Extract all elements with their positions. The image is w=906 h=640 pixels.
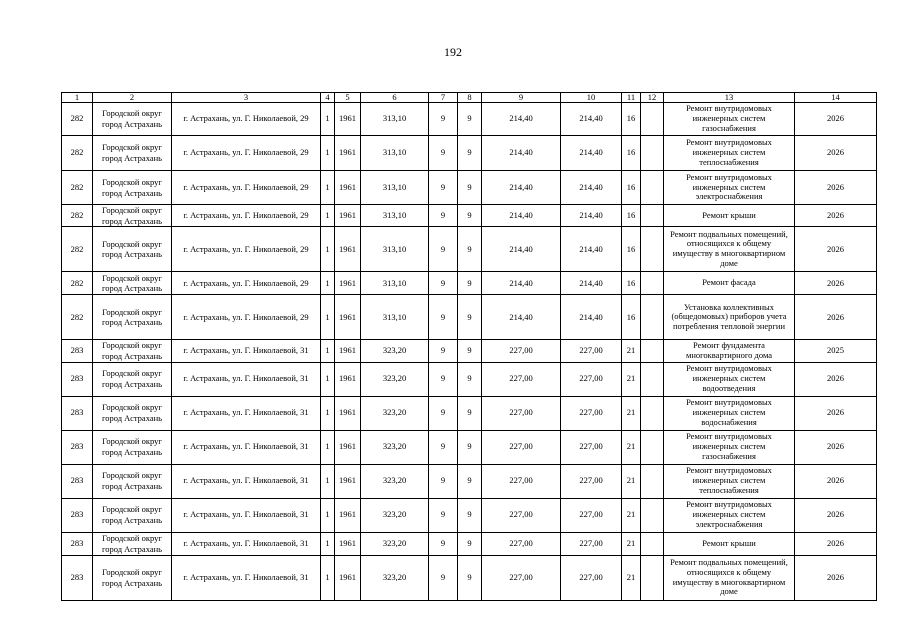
address-cell: г. Астрахань, ул. Г. Николаевой, 31 bbox=[172, 430, 321, 464]
col7-cell: 9 bbox=[429, 464, 458, 498]
col8-cell: 9 bbox=[458, 498, 482, 532]
municipality-cell: Городской округ город Астрахань bbox=[93, 295, 172, 340]
plan-year-cell: 2026 bbox=[795, 136, 877, 171]
row-number-cell: 283 bbox=[62, 555, 93, 600]
col12-cell bbox=[641, 555, 664, 600]
col7-cell: 9 bbox=[429, 295, 458, 340]
work-type-cell: Ремонт фундамента многоквартирного дома bbox=[664, 340, 795, 362]
area-total-cell: 313,10 bbox=[361, 272, 429, 295]
table-row bbox=[62, 227, 877, 272]
column-header: 8 bbox=[458, 93, 482, 103]
year-cell: 1961 bbox=[335, 532, 361, 555]
table-row bbox=[62, 555, 877, 600]
col7-cell: 9 bbox=[429, 430, 458, 464]
col8-cell: 9 bbox=[458, 430, 482, 464]
col4-cell: 1 bbox=[321, 464, 335, 498]
address-cell: г. Астрахань, ул. Г. Николаевой, 29 bbox=[172, 171, 321, 205]
area-residential-cell: 214,40 bbox=[561, 136, 622, 171]
work-type-cell: Ремонт крыши bbox=[664, 532, 795, 555]
residents-cell: 16 bbox=[622, 295, 641, 340]
col4-cell: 1 bbox=[321, 396, 335, 430]
area-living-cell: 214,40 bbox=[482, 272, 561, 295]
col12-cell bbox=[641, 272, 664, 295]
col8-cell: 9 bbox=[458, 103, 482, 136]
col7-cell: 9 bbox=[429, 227, 458, 272]
address-cell: г. Астрахань, ул. Г. Николаевой, 31 bbox=[172, 362, 321, 396]
year-cell: 1961 bbox=[335, 272, 361, 295]
year-cell: 1961 bbox=[335, 396, 361, 430]
table-row bbox=[62, 103, 877, 136]
residents-cell: 16 bbox=[622, 103, 641, 136]
area-total-cell: 323,20 bbox=[361, 340, 429, 362]
address-cell: г. Астрахань, ул. Г. Николаевой, 29 bbox=[172, 205, 321, 227]
plan-year-cell: 2026 bbox=[795, 532, 877, 555]
work-type-cell: Ремонт внутридомовых инженерных систем газоснабжения bbox=[664, 103, 795, 136]
municipality-cell: Городской округ город Астрахань bbox=[93, 136, 172, 171]
work-type-cell: Ремонт внутридомовых инженерных систем теплоснабжения bbox=[664, 136, 795, 171]
residents-cell: 16 bbox=[622, 205, 641, 227]
area-living-cell: 227,00 bbox=[482, 340, 561, 362]
row-number-cell: 283 bbox=[62, 340, 93, 362]
municipality-cell: Городской округ город Астрахань bbox=[93, 396, 172, 430]
table-row bbox=[62, 464, 877, 498]
col4-cell: 1 bbox=[321, 532, 335, 555]
area-living-cell: 214,40 bbox=[482, 171, 561, 205]
col8-cell: 9 bbox=[458, 340, 482, 362]
year-cell: 1961 bbox=[335, 103, 361, 136]
col12-cell bbox=[641, 136, 664, 171]
row-number-cell: 283 bbox=[62, 430, 93, 464]
address-cell: г. Астрахань, ул. Г. Николаевой, 29 bbox=[172, 103, 321, 136]
col4-cell: 1 bbox=[321, 227, 335, 272]
area-living-cell: 214,40 bbox=[482, 205, 561, 227]
year-cell: 1961 bbox=[335, 136, 361, 171]
year-cell: 1961 bbox=[335, 498, 361, 532]
area-residential-cell: 227,00 bbox=[561, 555, 622, 600]
column-header: 4 bbox=[321, 93, 335, 103]
col4-cell: 1 bbox=[321, 340, 335, 362]
table-row bbox=[62, 362, 877, 396]
work-type-cell: Ремонт внутридомовых инженерных систем электроснабжения bbox=[664, 498, 795, 532]
row-number-cell: 283 bbox=[62, 396, 93, 430]
col4-cell: 1 bbox=[321, 171, 335, 205]
row-number-cell: 283 bbox=[62, 498, 93, 532]
municipality-cell: Городской округ город Астрахань bbox=[93, 272, 172, 295]
area-living-cell: 214,40 bbox=[482, 227, 561, 272]
address-cell: г. Астрахань, ул. Г. Николаевой, 31 bbox=[172, 396, 321, 430]
area-total-cell: 313,10 bbox=[361, 136, 429, 171]
year-cell: 1961 bbox=[335, 362, 361, 396]
table-row bbox=[62, 396, 877, 430]
table-row bbox=[62, 136, 877, 171]
col8-cell: 9 bbox=[458, 362, 482, 396]
row-number-cell: 282 bbox=[62, 171, 93, 205]
table-row bbox=[62, 430, 877, 464]
year-cell: 1961 bbox=[335, 430, 361, 464]
year-cell: 1961 bbox=[335, 340, 361, 362]
col12-cell bbox=[641, 103, 664, 136]
col8-cell: 9 bbox=[458, 396, 482, 430]
municipality-cell: Городской округ город Астрахань bbox=[93, 555, 172, 600]
col7-cell: 9 bbox=[429, 171, 458, 205]
plan-year-cell: 2026 bbox=[795, 171, 877, 205]
residents-cell: 16 bbox=[622, 171, 641, 205]
year-cell: 1961 bbox=[335, 205, 361, 227]
col7-cell: 9 bbox=[429, 555, 458, 600]
col12-cell bbox=[641, 227, 664, 272]
residents-cell: 21 bbox=[622, 430, 641, 464]
municipality-cell: Городской округ город Астрахань bbox=[93, 430, 172, 464]
area-total-cell: 323,20 bbox=[361, 532, 429, 555]
address-cell: г. Астрахань, ул. Г. Николаевой, 31 bbox=[172, 555, 321, 600]
area-total-cell: 323,20 bbox=[361, 555, 429, 600]
area-residential-cell: 227,00 bbox=[561, 396, 622, 430]
year-cell: 1961 bbox=[335, 555, 361, 600]
area-total-cell: 313,10 bbox=[361, 103, 429, 136]
work-type-cell: Ремонт крыши bbox=[664, 205, 795, 227]
address-cell: г. Астрахань, ул. Г. Николаевой, 31 bbox=[172, 340, 321, 362]
residents-cell: 16 bbox=[622, 227, 641, 272]
table-row bbox=[62, 340, 877, 362]
address-cell: г. Астрахань, ул. Г. Николаевой, 29 bbox=[172, 227, 321, 272]
area-total-cell: 323,20 bbox=[361, 464, 429, 498]
col8-cell: 9 bbox=[458, 227, 482, 272]
col8-cell: 9 bbox=[458, 295, 482, 340]
municipality-cell: Городской округ город Астрахань bbox=[93, 464, 172, 498]
col4-cell: 1 bbox=[321, 103, 335, 136]
address-cell: г. Астрахань, ул. Г. Николаевой, 31 bbox=[172, 498, 321, 532]
row-number-cell: 283 bbox=[62, 362, 93, 396]
table-row bbox=[62, 498, 877, 532]
address-cell: г. Астрахань, ул. Г. Николаевой, 31 bbox=[172, 464, 321, 498]
col12-cell bbox=[641, 498, 664, 532]
col7-cell: 9 bbox=[429, 136, 458, 171]
work-type-cell: Ремонт внутридомовых инженерных систем электроснабжения bbox=[664, 171, 795, 205]
area-residential-cell: 227,00 bbox=[561, 430, 622, 464]
capital-repair-table bbox=[61, 92, 877, 601]
residents-cell: 21 bbox=[622, 532, 641, 555]
column-header: 1 bbox=[62, 93, 93, 103]
col7-cell: 9 bbox=[429, 103, 458, 136]
area-living-cell: 227,00 bbox=[482, 555, 561, 600]
row-number-cell: 282 bbox=[62, 103, 93, 136]
col7-cell: 9 bbox=[429, 532, 458, 555]
area-living-cell: 227,00 bbox=[482, 430, 561, 464]
col8-cell: 9 bbox=[458, 555, 482, 600]
col12-cell bbox=[641, 295, 664, 340]
residents-cell: 21 bbox=[622, 340, 641, 362]
plan-year-cell: 2026 bbox=[795, 103, 877, 136]
work-type-cell: Ремонт внутридомовых инженерных систем водоснабжения bbox=[664, 396, 795, 430]
col8-cell: 9 bbox=[458, 171, 482, 205]
col4-cell: 1 bbox=[321, 295, 335, 340]
area-residential-cell: 214,40 bbox=[561, 272, 622, 295]
col7-cell: 9 bbox=[429, 396, 458, 430]
table-row bbox=[62, 532, 877, 555]
col8-cell: 9 bbox=[458, 205, 482, 227]
residents-cell: 21 bbox=[622, 498, 641, 532]
plan-year-cell: 2026 bbox=[795, 430, 877, 464]
work-type-cell: Установка коллективных (общедомовых) приборов учета потребления тепловой энергии bbox=[664, 295, 795, 340]
page-number: 192 bbox=[444, 45, 462, 59]
area-living-cell: 227,00 bbox=[482, 498, 561, 532]
col7-cell: 9 bbox=[429, 498, 458, 532]
area-residential-cell: 227,00 bbox=[561, 362, 622, 396]
address-cell: г. Астрахань, ул. Г. Николаевой, 31 bbox=[172, 532, 321, 555]
plan-year-cell: 2026 bbox=[795, 498, 877, 532]
year-cell: 1961 bbox=[335, 295, 361, 340]
area-living-cell: 227,00 bbox=[482, 362, 561, 396]
area-living-cell: 214,40 bbox=[482, 136, 561, 171]
plan-year-cell: 2026 bbox=[795, 272, 877, 295]
row-number-cell: 282 bbox=[62, 136, 93, 171]
area-total-cell: 313,10 bbox=[361, 295, 429, 340]
row-number-cell: 283 bbox=[62, 464, 93, 498]
area-residential-cell: 214,40 bbox=[561, 205, 622, 227]
area-total-cell: 313,10 bbox=[361, 227, 429, 272]
row-number-cell: 282 bbox=[62, 295, 93, 340]
column-header: 9 bbox=[482, 93, 561, 103]
column-header: 10 bbox=[561, 93, 622, 103]
area-residential-cell: 214,40 bbox=[561, 103, 622, 136]
residents-cell: 21 bbox=[622, 555, 641, 600]
residents-cell: 16 bbox=[622, 272, 641, 295]
area-total-cell: 323,20 bbox=[361, 362, 429, 396]
col7-cell: 9 bbox=[429, 272, 458, 295]
col4-cell: 1 bbox=[321, 498, 335, 532]
table-row bbox=[62, 171, 877, 205]
residents-cell: 21 bbox=[622, 464, 641, 498]
col12-cell bbox=[641, 532, 664, 555]
work-type-cell: Ремонт фасада bbox=[664, 272, 795, 295]
plan-year-cell: 2026 bbox=[795, 396, 877, 430]
municipality-cell: Городской округ город Астрахань bbox=[93, 532, 172, 555]
col12-cell bbox=[641, 396, 664, 430]
municipality-cell: Городской округ город Астрахань bbox=[93, 498, 172, 532]
col12-cell bbox=[641, 362, 664, 396]
municipality-cell: Городской округ город Астрахань bbox=[93, 103, 172, 136]
residents-cell: 21 bbox=[622, 362, 641, 396]
col12-cell bbox=[641, 205, 664, 227]
column-number-row bbox=[62, 93, 877, 103]
col8-cell: 9 bbox=[458, 136, 482, 171]
table-body bbox=[62, 103, 877, 601]
column-header: 12 bbox=[641, 93, 664, 103]
col12-cell bbox=[641, 464, 664, 498]
work-type-cell: Ремонт подвальных помещений, относящихся к общему имуществу в многоквартирном доме bbox=[664, 227, 795, 272]
area-residential-cell: 214,40 bbox=[561, 171, 622, 205]
col12-cell bbox=[641, 171, 664, 205]
area-living-cell: 214,40 bbox=[482, 103, 561, 136]
row-number-cell: 282 bbox=[62, 227, 93, 272]
plan-year-cell: 2025 bbox=[795, 340, 877, 362]
year-cell: 1961 bbox=[335, 227, 361, 272]
col8-cell: 9 bbox=[458, 464, 482, 498]
year-cell: 1961 bbox=[335, 464, 361, 498]
col4-cell: 1 bbox=[321, 272, 335, 295]
plan-year-cell: 2026 bbox=[795, 205, 877, 227]
municipality-cell: Городской округ город Астрахань bbox=[93, 362, 172, 396]
col4-cell: 1 bbox=[321, 555, 335, 600]
column-header: 14 bbox=[795, 93, 877, 103]
area-total-cell: 323,20 bbox=[361, 498, 429, 532]
row-number-cell: 283 bbox=[62, 532, 93, 555]
col8-cell: 9 bbox=[458, 532, 482, 555]
column-header: 13 bbox=[664, 93, 795, 103]
municipality-cell: Городской округ город Астрахань bbox=[93, 205, 172, 227]
row-number-cell: 282 bbox=[62, 205, 93, 227]
area-total-cell: 313,10 bbox=[361, 171, 429, 205]
table-row bbox=[62, 272, 877, 295]
area-total-cell: 323,20 bbox=[361, 430, 429, 464]
work-type-cell: Ремонт внутридомовых инженерных систем газоснабжения bbox=[664, 430, 795, 464]
col8-cell: 9 bbox=[458, 272, 482, 295]
table-row bbox=[62, 295, 877, 340]
work-type-cell: Ремонт подвальных помещений, относящихся к общему имуществу в многоквартирном доме bbox=[664, 555, 795, 600]
plan-year-cell: 2026 bbox=[795, 227, 877, 272]
area-residential-cell: 227,00 bbox=[561, 464, 622, 498]
table-row bbox=[62, 205, 877, 227]
address-cell: г. Астрахань, ул. Г. Николаевой, 29 bbox=[172, 136, 321, 171]
col12-cell bbox=[641, 430, 664, 464]
col12-cell bbox=[641, 340, 664, 362]
municipality-cell: Городской округ город Астрахань bbox=[93, 340, 172, 362]
work-type-cell: Ремонт внутридомовых инженерных систем водоотведения bbox=[664, 362, 795, 396]
area-total-cell: 323,20 bbox=[361, 396, 429, 430]
area-living-cell: 214,40 bbox=[482, 295, 561, 340]
col4-cell: 1 bbox=[321, 430, 335, 464]
col7-cell: 9 bbox=[429, 362, 458, 396]
residents-cell: 21 bbox=[622, 396, 641, 430]
column-header: 6 bbox=[361, 93, 429, 103]
address-cell: г. Астрахань, ул. Г. Николаевой, 29 bbox=[172, 272, 321, 295]
col7-cell: 9 bbox=[429, 340, 458, 362]
work-type-cell: Ремонт внутридомовых инженерных систем теплоснабжения bbox=[664, 464, 795, 498]
area-residential-cell: 214,40 bbox=[561, 295, 622, 340]
area-residential-cell: 214,40 bbox=[561, 227, 622, 272]
column-header: 7 bbox=[429, 93, 458, 103]
col4-cell: 1 bbox=[321, 362, 335, 396]
area-residential-cell: 227,00 bbox=[561, 340, 622, 362]
municipality-cell: Городской округ город Астрахань bbox=[93, 227, 172, 272]
area-living-cell: 227,00 bbox=[482, 532, 561, 555]
area-residential-cell: 227,00 bbox=[561, 498, 622, 532]
plan-year-cell: 2026 bbox=[795, 464, 877, 498]
row-number-cell: 282 bbox=[62, 272, 93, 295]
municipality-cell: Городской округ город Астрахань bbox=[93, 171, 172, 205]
column-header: 11 bbox=[622, 93, 641, 103]
column-header: 3 bbox=[172, 93, 321, 103]
plan-year-cell: 2026 bbox=[795, 295, 877, 340]
area-living-cell: 227,00 bbox=[482, 464, 561, 498]
col4-cell: 1 bbox=[321, 205, 335, 227]
column-header: 2 bbox=[93, 93, 172, 103]
plan-year-cell: 2026 bbox=[795, 362, 877, 396]
plan-year-cell: 2026 bbox=[795, 555, 877, 600]
year-cell: 1961 bbox=[335, 171, 361, 205]
column-header: 5 bbox=[335, 93, 361, 103]
address-cell: г. Астрахань, ул. Г. Николаевой, 29 bbox=[172, 295, 321, 340]
col7-cell: 9 bbox=[429, 205, 458, 227]
area-residential-cell: 227,00 bbox=[561, 532, 622, 555]
area-total-cell: 313,10 bbox=[361, 205, 429, 227]
col4-cell: 1 bbox=[321, 136, 335, 171]
residents-cell: 16 bbox=[622, 136, 641, 171]
area-living-cell: 227,00 bbox=[482, 396, 561, 430]
